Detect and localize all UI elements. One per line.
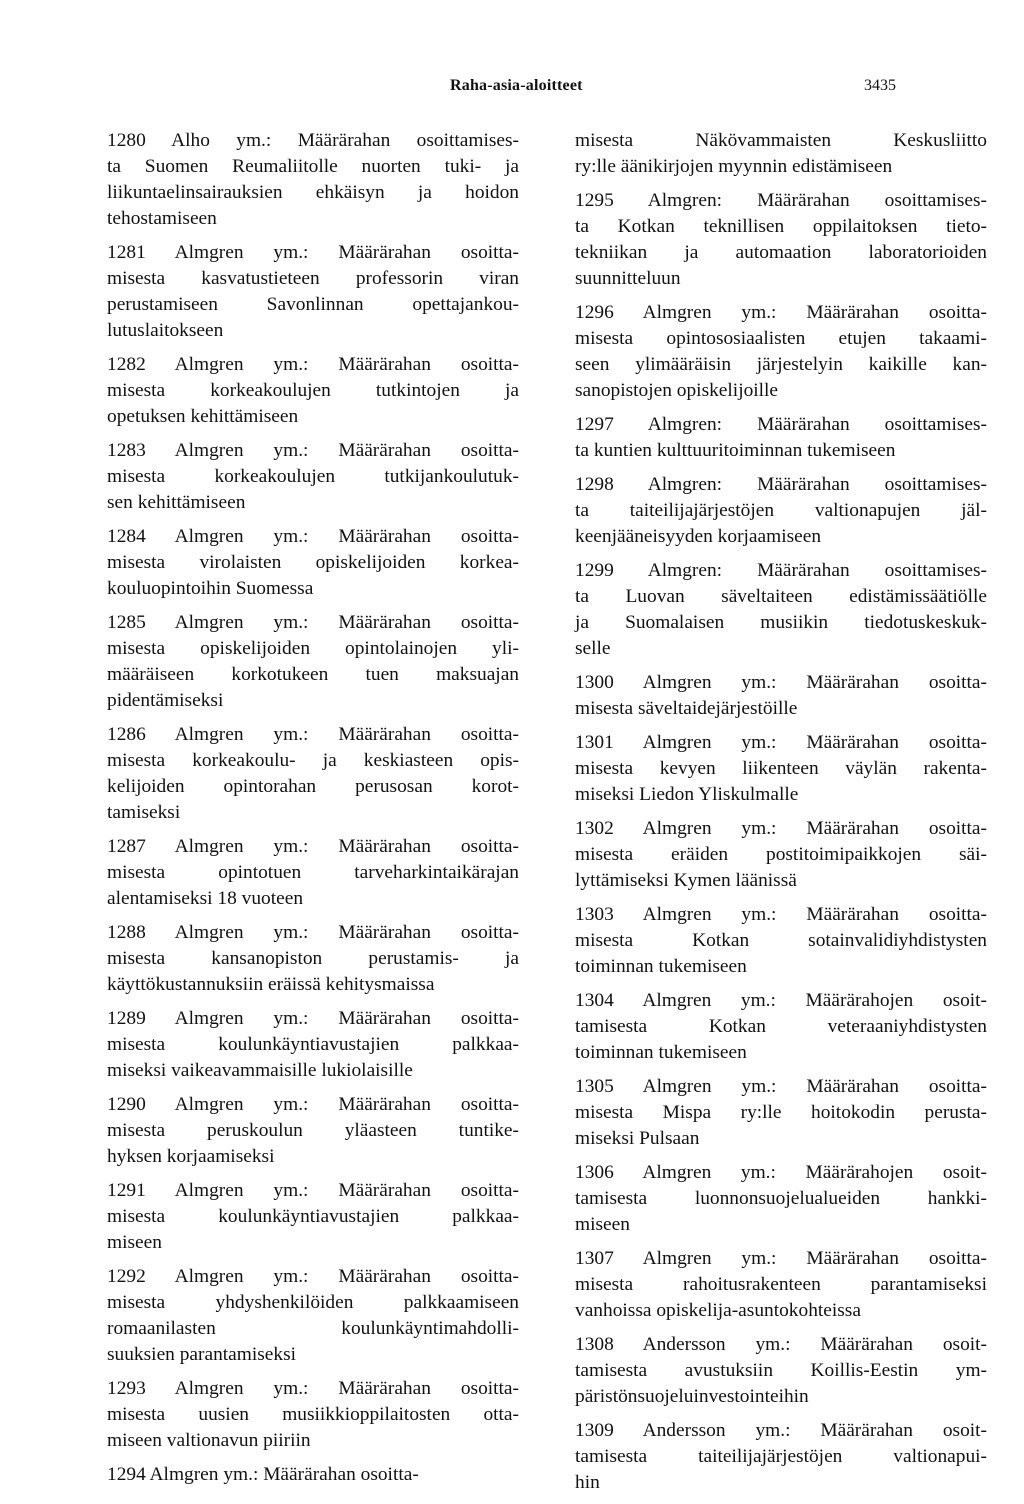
entry-line: 1281 Almgren ym.: Määrärahan osoitta- bbox=[107, 242, 519, 263]
entry-line: 1296 Almgren ym.: Määrärahan osoitta- bbox=[575, 302, 987, 323]
entry-line: pidentämiseksi bbox=[107, 690, 224, 711]
entry-line: misesta koulunkäyntiavustajien palkkaa- bbox=[107, 1206, 519, 1227]
entry-line: 1301 Almgren ym.: Määrärahan osoitta- bbox=[575, 732, 987, 753]
entry-line: misesta korkeakoulujen tutkijankoulutuk- bbox=[107, 466, 519, 487]
entry-line: lutuslaitokseen bbox=[107, 320, 224, 341]
entry-line: 1290 Almgren ym.: Määrärahan osoitta- bbox=[107, 1094, 519, 1115]
entry-line: miseksi vaikeavammaisille lukiolaisille bbox=[107, 1060, 413, 1081]
entry-line: hyksen korjaamiseksi bbox=[107, 1146, 275, 1167]
entry-line: tamiseksi bbox=[107, 802, 181, 823]
motion-entry bbox=[575, 1246, 987, 1324]
entry-line: misesta uusien musiikkioppilaitosten otta- bbox=[107, 1404, 519, 1425]
motion-entry bbox=[575, 558, 987, 662]
entry-line: misesta virolaisten opiskelijoiden korkea- bbox=[107, 552, 519, 573]
entry-line: misesta yhdyshenkilöiden palkkaamiseen bbox=[107, 1292, 519, 1313]
motion-entry bbox=[107, 722, 519, 826]
entry-line: 1303 Almgren ym.: Määrärahan osoitta- bbox=[575, 904, 987, 925]
motion-entry bbox=[107, 1006, 519, 1084]
motion-entry bbox=[575, 1332, 987, 1410]
entry-line: sanopistojen opiskelijoille bbox=[575, 380, 779, 401]
entry-line: selle bbox=[575, 638, 611, 659]
running-title: Raha-asia-aloitteet bbox=[450, 77, 583, 94]
entry-line: 1297 Almgren: Määrärahan osoittamises- bbox=[575, 414, 987, 435]
motion-entry bbox=[575, 1418, 987, 1496]
entry-line: 1285 Almgren ym.: Määrärahan osoitta- bbox=[107, 612, 519, 633]
motion-entry bbox=[107, 524, 519, 602]
entry-line: sen kehittämiseen bbox=[107, 492, 246, 513]
entry-line: lyttämiseksi Kymen läänissä bbox=[575, 870, 797, 891]
motion-entry bbox=[107, 1376, 519, 1454]
entry-line: ta kuntien kulttuuritoiminnan tukemiseen bbox=[575, 440, 896, 461]
entry-line: misesta opiskelijoiden opintolainojen yli- bbox=[107, 638, 519, 659]
entry-line: hin bbox=[575, 1472, 600, 1493]
entry-line: misesta opintotuen tarveharkintaikärajan bbox=[107, 862, 519, 883]
left-column bbox=[107, 128, 519, 1496]
entry-line: 1307 Almgren ym.: Määrärahan osoitta- bbox=[575, 1248, 987, 1269]
entry-line: misesta peruskoulun yläasteen tuntike- bbox=[107, 1120, 519, 1141]
entry-line: 1293 Almgren ym.: Määrärahan osoitta- bbox=[107, 1378, 519, 1399]
entry-line: ta Luovan säveltaiteen edistämissäätiölle bbox=[575, 586, 987, 607]
entry-line: tamisesta avustuksiin Koillis-Eestin ym- bbox=[575, 1360, 987, 1381]
entry-line: misesta rahoitusrakenteen parantamiseksi bbox=[575, 1274, 987, 1295]
motion-entry bbox=[575, 670, 987, 722]
entry-line: 1282 Almgren ym.: Määrärahan osoitta- bbox=[107, 354, 519, 375]
motion-entry bbox=[107, 834, 519, 912]
entry-line: misesta Mispa ry:lle hoitokodin perusta- bbox=[575, 1102, 987, 1123]
motion-entry bbox=[107, 240, 519, 344]
page-number: 3435 bbox=[864, 77, 896, 94]
entry-line: 1292 Almgren ym.: Määrärahan osoitta- bbox=[107, 1266, 519, 1287]
entry-line: 1287 Almgren ym.: Määrärahan osoitta- bbox=[107, 836, 519, 857]
entry-line: tamisesta luonnonsuojelualueiden hankki- bbox=[575, 1188, 987, 1209]
entry-line: misesta opintososiaalisten etujen takaami- bbox=[575, 328, 987, 349]
entry-line: tamisesta taiteilijajärjestöjen valtionapui- bbox=[575, 1446, 987, 1467]
entry-line: tamisesta Kotkan veteraaniyhdistysten bbox=[575, 1016, 987, 1037]
entry-line: ja Suomalaisen musiikin tiedotuskeskuk- bbox=[575, 612, 987, 633]
entry-line: misesta eräiden postitoimipaikkojen säi- bbox=[575, 844, 987, 865]
entry-line: tekniikan ja automaation laboratorioiden bbox=[575, 242, 987, 263]
entry-line: kelijoiden opintorahan perusosan korot- bbox=[107, 776, 519, 797]
entry-line: 1302 Almgren ym.: Määrärahan osoitta- bbox=[575, 818, 987, 839]
entry-line: misesta korkeakoulujen tutkintojen ja bbox=[107, 380, 519, 401]
motion-entry bbox=[575, 902, 987, 980]
page-header bbox=[0, 74, 1024, 104]
entry-line: 1299 Almgren: Määrärahan osoittamises- bbox=[575, 560, 987, 581]
entry-line: tehostamiseen bbox=[107, 208, 217, 229]
motion-entry bbox=[575, 730, 987, 808]
entry-line: seen ylimääräisin järjestelyin kaikille kan- bbox=[575, 354, 987, 375]
entry-line: romaanilasten koulunkäyntimahdolli- bbox=[107, 1318, 519, 1339]
entry-line: ta Suomen Reumaliitolle nuorten tuki- ja bbox=[107, 156, 519, 177]
entry-line: miseen bbox=[107, 1232, 162, 1253]
entry-line: määräiseen korkotukeen tuen maksuajan bbox=[107, 664, 519, 685]
entry-line: 1284 Almgren ym.: Määrärahan osoitta- bbox=[107, 526, 519, 547]
entry-line: 1309 Andersson ym.: Määrärahan osoit- bbox=[575, 1420, 987, 1441]
motion-entry bbox=[575, 816, 987, 894]
entry-line: vanhoissa opiskelija-asuntokohteissa bbox=[575, 1300, 861, 1321]
motion-entry bbox=[575, 1074, 987, 1152]
motion-entry bbox=[575, 412, 987, 464]
entry-line: ta taiteilijajärjestöjen valtionapujen jäl- bbox=[575, 500, 987, 521]
entry-line: ry:lle äänikirjojen myynnin edistämiseen bbox=[575, 156, 893, 177]
entry-line: liikuntaelinsairauksien ehkäisyn ja hoidon bbox=[107, 182, 519, 203]
entry-line: opetuksen kehittämiseen bbox=[107, 406, 299, 427]
entry-line: 1295 Almgren: Määrärahan osoittamises- bbox=[575, 190, 987, 211]
motion-entry bbox=[575, 1160, 987, 1238]
motion-entry bbox=[575, 188, 987, 292]
entry-line: misesta säveltaidejärjestöille bbox=[575, 698, 798, 719]
motion-entry bbox=[575, 472, 987, 550]
entry-line: 1280 Alho ym.: Määrärahan osoittamises- bbox=[107, 130, 519, 151]
entry-line: alentamiseksi 18 vuoteen bbox=[107, 888, 304, 909]
motion-entry bbox=[107, 610, 519, 714]
entry-line: toiminnan tukemiseen bbox=[575, 1042, 747, 1063]
motion-entry bbox=[107, 352, 519, 430]
entry-line: 1283 Almgren ym.: Määrärahan osoitta- bbox=[107, 440, 519, 461]
entry-line: misesta Näkövammaisten Keskusliitto bbox=[575, 130, 987, 151]
entry-line: 1306 Almgren ym.: Määrärahojen osoit- bbox=[575, 1162, 987, 1183]
motion-entry bbox=[107, 438, 519, 516]
entry-line: 1298 Almgren: Määrärahan osoittamises- bbox=[575, 474, 987, 495]
entry-line: 1305 Almgren ym.: Määrärahan osoitta- bbox=[575, 1076, 987, 1097]
entry-line: 1300 Almgren ym.: Määrärahan osoitta- bbox=[575, 672, 987, 693]
entry-line: 1304 Almgren ym.: Määrärahojen osoit- bbox=[575, 990, 987, 1011]
entry-line: 1286 Almgren ym.: Määrärahan osoitta- bbox=[107, 724, 519, 745]
entry-line: misesta kasvatustieteen professorin viran bbox=[107, 268, 519, 289]
motion-entry bbox=[107, 1092, 519, 1170]
entry-line: misesta korkeakoulu- ja keskiasteen opis- bbox=[107, 750, 519, 771]
motion-entry bbox=[107, 1178, 519, 1256]
entry-line: 1288 Almgren ym.: Määrärahan osoitta- bbox=[107, 922, 519, 943]
entry-line: suuksien parantamiseksi bbox=[107, 1344, 297, 1365]
entry-line: miseen bbox=[575, 1214, 630, 1235]
entry-line: päristönsuojeluinvestointeihin bbox=[575, 1386, 809, 1407]
entry-line: käyttökustannuksiin eräissä kehitysmaissa bbox=[107, 974, 435, 995]
entry-line: misesta kevyen liikenteen väylän rakenta- bbox=[575, 758, 987, 779]
entry-line: suunnitteluun bbox=[575, 268, 681, 289]
entry-line: miseen valtionavun piiriin bbox=[107, 1430, 311, 1451]
entry-line: miseksi Pulsaan bbox=[575, 1128, 700, 1149]
motion-entry bbox=[107, 128, 519, 232]
entry-line: keenjääneisyyden korjaamiseen bbox=[575, 526, 822, 547]
motion-entry bbox=[107, 1264, 519, 1368]
motion-entry bbox=[575, 988, 987, 1066]
entry-line: misesta koulunkäyntiavustajien palkkaa- bbox=[107, 1034, 519, 1055]
entry-line: perustamiseen Savonlinnan opettajankou- bbox=[107, 294, 519, 315]
motion-entry bbox=[575, 300, 987, 404]
entry-line: misesta Kotkan sotainvalidiyhdistysten bbox=[575, 930, 987, 951]
motion-entry bbox=[107, 920, 519, 998]
right-column bbox=[575, 128, 987, 1504]
entry-line: 1289 Almgren ym.: Määrärahan osoitta- bbox=[107, 1008, 519, 1029]
entry-line: miseksi Liedon Yliskulmalle bbox=[575, 784, 799, 805]
entry-line: misesta kansanopiston perustamis- ja bbox=[107, 948, 519, 969]
entry-line: ta Kotkan teknillisen oppilaitoksen tieto- bbox=[575, 216, 987, 237]
entry-line: 1291 Almgren ym.: Määrärahan osoitta- bbox=[107, 1180, 519, 1201]
entry-line: 1294 Almgren ym.: Määrärahan osoitta- bbox=[107, 1464, 419, 1485]
entry-line: 1308 Andersson ym.: Määrärahan osoit- bbox=[575, 1334, 987, 1355]
motion-entry bbox=[575, 128, 987, 180]
motion-entry bbox=[107, 1462, 519, 1488]
entry-line: toiminnan tukemiseen bbox=[575, 956, 747, 977]
entry-line: kouluopintoihin Suomessa bbox=[107, 578, 314, 599]
